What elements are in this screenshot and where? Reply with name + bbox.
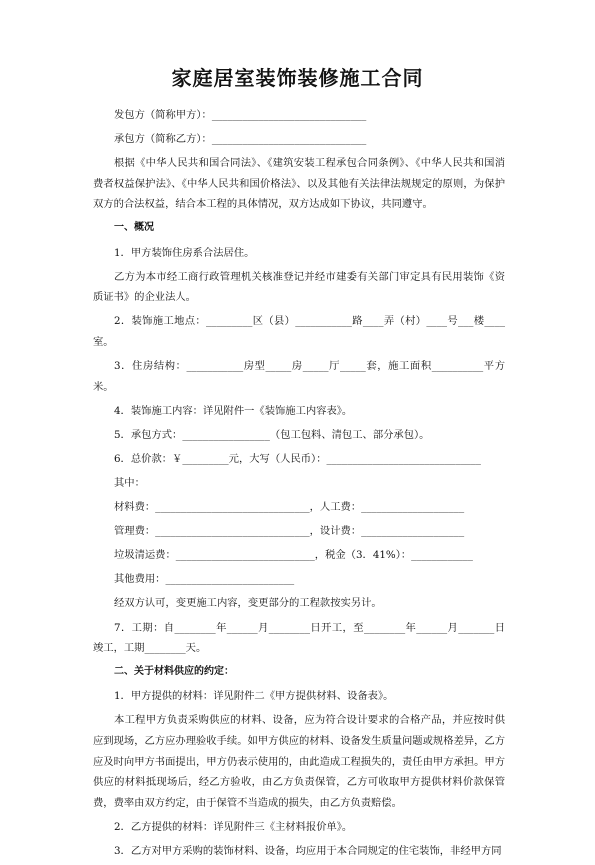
document-title: 家庭居室装饰装修施工合同 [171,66,424,90]
paragraph: 2．乙方提供的材料：详见附件三《主材料报价单》。 [114,820,353,833]
paragraph: 5．承包方式：_________________（包工包料、清包工、部分承包）。 [114,428,430,441]
section-heading: 一、概况 [114,222,154,234]
paragraph: 垃圾清运费：___________________________，税金（3．41%）：____________ [114,549,473,562]
paragraph: 4．装饰施工内容：详见附件一《装饰施工内容表》。 [114,404,353,417]
document-body [93,105,505,865]
paragraph: 本工程甲方负责采购供应的材料、设备，应为符合设计要求的合格产品，并应按时供应到现场，乙方应办理验收手续。如甲方供应的材料、设备发生质量问题或规格差异，乙方应及时向甲方书面提出，甲方仍表示使用的，由此造成工程损失的，责任由甲方承担。甲方供应的材料抵现场后，经乙方验收，由乙方负责保管，乙方可收取甲方提供材料价款保管费，费率由双方约定，由于保管不当造成的损失，由乙方负责赔偿。 [93,714,505,809]
paragraph: 1．甲方提供的材料：详见附件二《甲方提供材料、设备表》。 [114,690,394,703]
paragraph: 其中： [114,477,145,489]
paragraph: 1．甲方装饰住房系合法居住。 [114,246,255,259]
paragraph: 3．住房结构：___________房型_____房_____厅_____套，施工面积__________平方米。 [93,360,505,393]
paragraph: 7．工期：自________年______月________日开工，至________年______月_______日竣工，工期________天。 [93,621,505,655]
paragraph: 承包方（简称乙方）：______________________________ [114,133,367,146]
paragraph: 6．总价款：￥_________元，大写（人民币）：______________________________ [114,452,481,465]
paragraph: 管理费：______________________________，设计费：____________________ [114,525,465,538]
paragraph: 3．乙方对甲方采购的装饰材料、设备，均应用于本合同规定的住宅装饰，非经甲方同 [114,845,502,857]
paragraph: 根据《中华人民共和国合同法》、《建筑安装工程承包合同条例》、《中华人民共和国消费者权益保护法》、《中华人民共和国价格法》、以及其他有关法律法规规定的原则，为保护双方的合法权益，结合本工程的具体情况，双方达成如下协议，共同遵守。 [93,157,505,211]
paragraph: 乙方为本市经工商行政管理机关核准登记并经市建委有关部门审定具有民用装饰《资质证书》的企业法人。 [93,270,505,304]
paragraph: 材料费：______________________________，人工费：____________________ [114,501,465,514]
paragraph: 2．装饰施工地点：_________区（县）___________路____弄（村）____号___楼____室。 [93,315,505,348]
paragraph: 其他费用：_________________________ [114,573,295,586]
paragraph: 经双方认可，变更施工内容，变更部分的工程款按实另计。 [114,597,382,610]
section-heading: 二、关于材料供应的约定： [114,666,234,678]
paragraph: 发包方（简称甲方）：______________________________ [114,109,367,121]
